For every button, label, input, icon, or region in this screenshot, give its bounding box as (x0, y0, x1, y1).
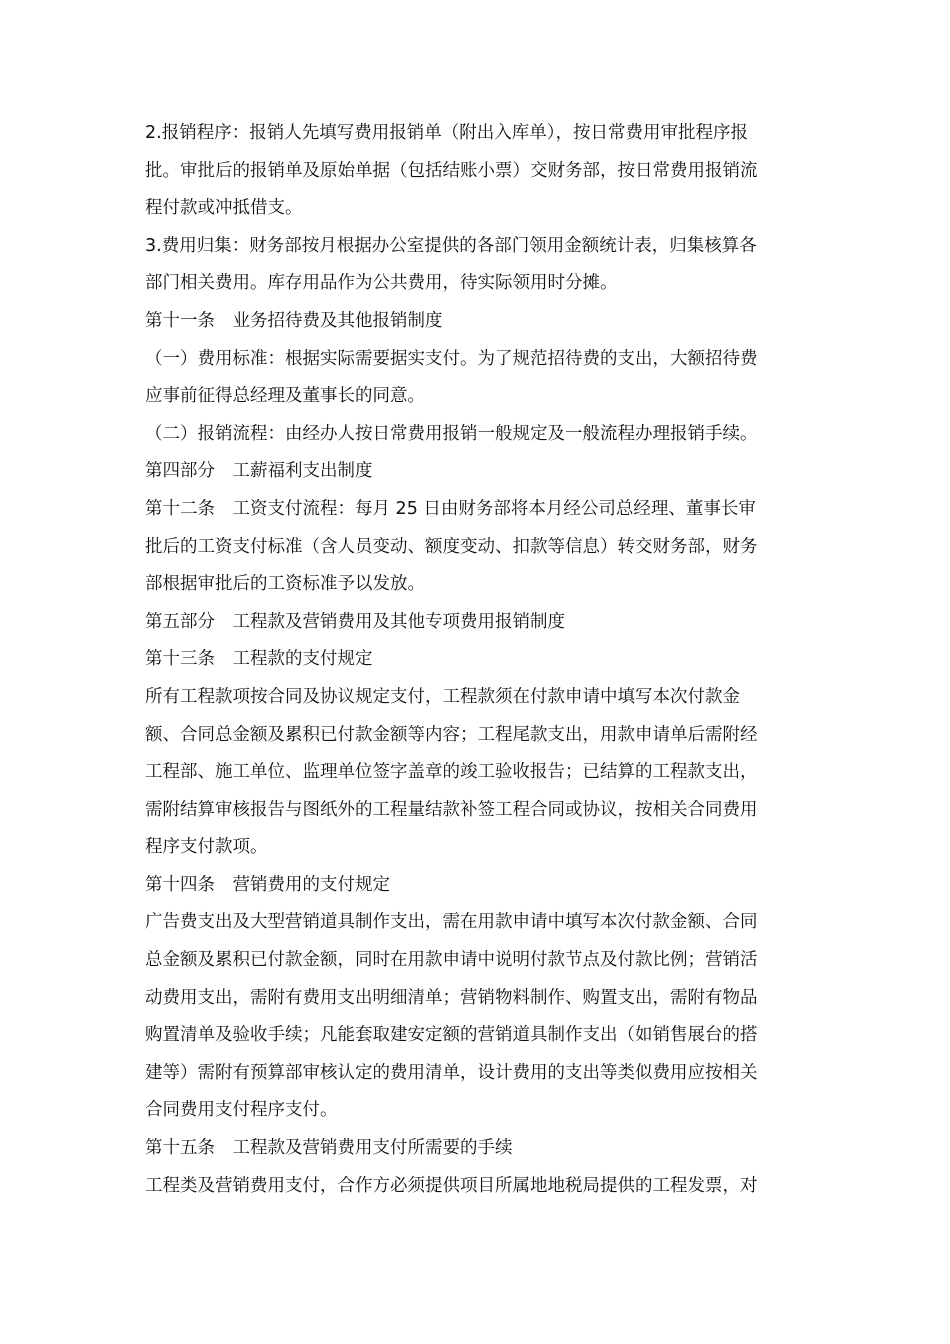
section-heading: 第十五条 工程款及营销费用支付所需要的手续 (145, 1138, 513, 1159)
section-heading: 第十四条 营销费用的支付规定 (145, 874, 390, 895)
paragraph-line: 动费用支出，需附有费用支出明细清单；营销物料制作、购置支出，需附有物品 (145, 987, 758, 1008)
paragraph-line: 额、合同总金额及累积已付款金额等内容；工程尾款支出，用款申请单后需附经 (145, 724, 758, 745)
paragraph-line: 部门相关费用。库存用品作为公共费用，待实际领用时分摊。 (145, 273, 618, 294)
section-heading: 第十三条 工程款的支付规定 (145, 649, 373, 670)
paragraph-line: 建等）需附有预算部审核认定的费用清单，设计费用的支出等类似费用应按相关 (145, 1062, 758, 1083)
paragraph-line: 工程类及营销费用支付，合作方必须提供项目所属地地税局提供的工程发票，对 (145, 1175, 758, 1196)
paragraph-line: 第十二条 工资支付流程：每月 25 日由财务部将本月经公司总经理、董事长审 (145, 498, 756, 519)
paragraph-line: （二）报销流程：由经办人按日常费用报销一般规定及一般流程办理报销手续。 (145, 423, 758, 444)
paragraph-line: 程付款或冲抵借支。 (145, 198, 303, 219)
paragraph-line: 批。审批后的报销单及原始单据（包括结账小票）交财务部，按日常费用报销流 (145, 160, 758, 181)
document-body (145, 116, 817, 1206)
section-heading: 第十一条 业务招待费及其他报销制度 (145, 310, 443, 331)
paragraph-line: 合同费用支付程序支付。 (145, 1100, 338, 1121)
paragraph-line: （一）费用标准：根据实际需要据实支付。为了规范招待费的支出，大额招待费 (145, 348, 758, 369)
paragraph-line: 购置清单及验收手续；凡能套取建安定额的营销道具制作支出（如销售展台的搭 (145, 1025, 758, 1046)
paragraph-line: 2.报销程序：报销人先填写费用报销单（附出入库单），按日常费用审批程序报 (145, 123, 748, 143)
paragraph-line: 程序支付款项。 (145, 837, 268, 858)
paragraph-line: 总金额及累积已付款金额，同时在用款申请中说明付款节点及付款比例；营销活 (145, 950, 758, 971)
paragraph-line: 广告费支出及大型营销道具制作支出，需在用款申请中填写本次付款金额、合同 (145, 912, 758, 933)
paragraph-line: 需附结算审核报告与图纸外的工程量结款补签工程合同或协议，按相关合同费用 (145, 799, 758, 820)
paragraph-line: 部根据审批后的工资标准予以发放。 (145, 574, 425, 595)
paragraph-line: 工程部、施工单位、监理单位签字盖章的竣工验收报告；已结算的工程款支出， (145, 762, 758, 783)
part-heading: 第五部分 工程款及营销费用及其他专项费用报销制度 (145, 611, 565, 632)
paragraph-line: 所有工程款项按合同及协议规定支付，工程款须在付款申请中填写本次付款金 (145, 686, 740, 707)
paragraph-line: 批后的工资支付标准（含人员变动、额度变动、扣款等信息）转交财务部，财务 (145, 536, 758, 557)
paragraph-line: 3.费用归集：财务部按月根据办公室提供的各部门领用金额统计表，归集核算各 (145, 235, 757, 256)
paragraph-line: 应事前征得总经理及董事长的同意。 (145, 386, 425, 407)
part-heading: 第四部分 工薪福利支出制度 (145, 461, 373, 482)
